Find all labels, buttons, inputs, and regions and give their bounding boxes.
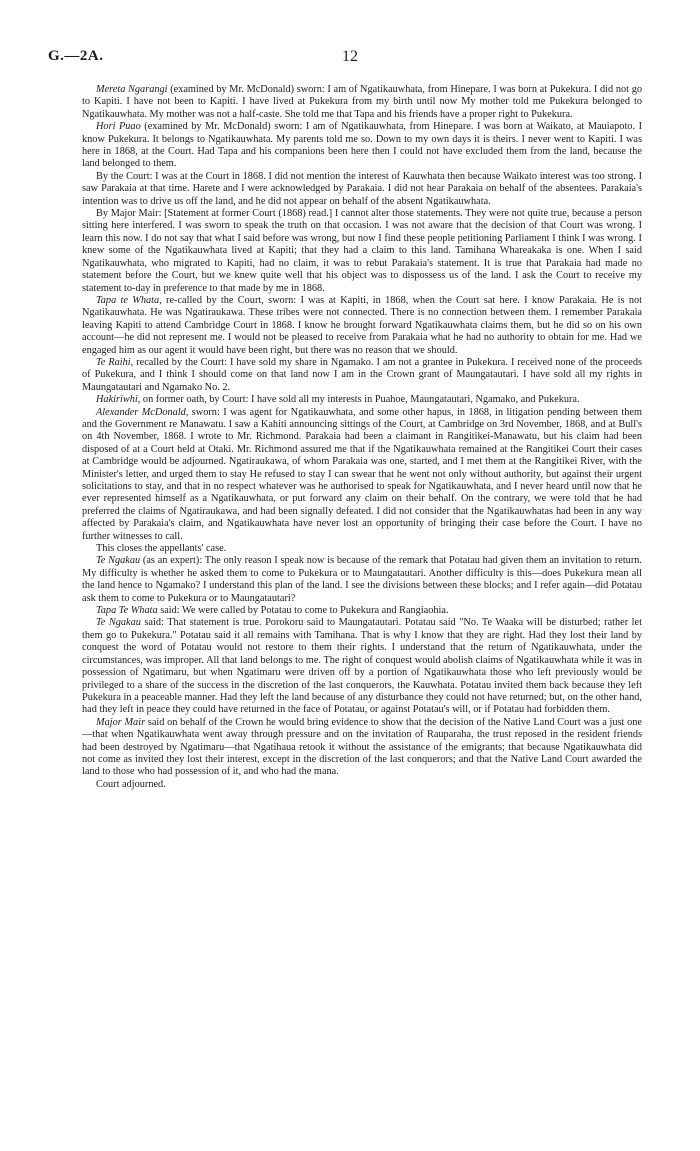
- paragraph: [82, 617, 642, 716]
- paragraph: [82, 605, 642, 617]
- paragraph: [82, 121, 642, 171]
- paragraph-text: , on former oath, by Court: I have sold all my interests in Puahoe, Maungatautari, Ngamako, and Pukekura.: [137, 394, 580, 406]
- speaker-name: Te Ngakau: [96, 617, 141, 629]
- paragraph-text: said: That statement is true. Porokoru said to Maungatautari. Potatau said "No. Te Waaka will be disturbed; rather let them go to Pukekura." Potatau said it all remains with Tamihana. That is why I know that they are right. Had they lost their land by conquest the word of Potatau would not restore to them their rights. I understand that the return of Ngatikauwhata, under the circumstances, was improper. All that land belongs to me. The right of conquest would abolish claims of Ngatikauwhata while it was in possession of Ngatimaru, but when Ngatimaru were driven off by a portion of Ngatikauwhata those who left previously would be privileged to a share of the success in the discretion of the last conquerors, the Kauwhata. Potatau invited them back because they left Pukekura in a peaceable manner. Had they left the land because of any disturbance they could not have returned; but, on the other hand, had they left in peace they could have returned in the face of Potatau, or against Potatau's will, or if Potatau had forbidden them.: [82, 617, 642, 716]
- paragraph: [82, 84, 642, 121]
- paragraph-text: said: We were called by Potatau to come to Pukekura and Rangiaohia.: [157, 605, 449, 617]
- paragraph: [82, 543, 642, 555]
- paragraph-text: By the Court: I was at the Court in 1868. I did not mention the interest of Kauwhata then because Waikato interest was too strong. I saw Parakaia at that time. Harete and I were acknowledged by Parakaia. I did not hear Parakaia on behalf of the absentees. Parakaia's intention was to drive us off the land, and he did not appear on behalf of the absent Ngatikauwhata.: [82, 170, 642, 207]
- document-reference: G.—2A.: [48, 48, 104, 64]
- speaker-name: Alexander McDonald: [96, 406, 186, 418]
- paragraph-text: said on behalf of the Crown he would bring evidence to show that the decision of the Native Land Court was a just one—that when Ngatikauwhata went away through pressure and on the invitation of Rauparaha, the trust reposed in the resident friends had been destroyed by Ngatimaru—that Ngatihaua retook it without the assistance of the emigrants; that because Ngatikauwhata did not come as invited they lost their interest, except in the discretion of the last conquerors; and that the Native Land Court awarded the land to those who had possession of it, and who had the mana.: [82, 716, 642, 778]
- speaker-name: Hakiriwhi: [96, 394, 138, 406]
- paragraph: [82, 394, 642, 406]
- paragraph: [82, 171, 642, 208]
- paragraph: [82, 208, 642, 295]
- page-number: 12: [342, 48, 358, 65]
- speaker-name: Te Ngakau: [96, 555, 141, 567]
- paragraph: [82, 779, 642, 791]
- speaker-name: Te Raihi: [96, 356, 131, 368]
- paragraph-text: , recalled by the Court: I have sold my share in Ngamako. I am not a grantee in Pukekura. I received none of the proceeds of Pukekura, and I think I should come on that land now I am in the Crown grant of Maungatautari. I have sold all my rights in Maungatautari and Ngamako No. 2.: [82, 356, 642, 393]
- paragraph-text: (as an expert): The only reason I speak now is because of the remark that Potatau had given them an invitation to return. My difficulty is whether he asked them to come to Pukekura or to Maungatautari. Another difficulty is this—does Pukekura mean all the land hence to Ngamako? I understand this plan of the land. I see the divisions between these blocks; and I refer again—did Potatau ask them to come to Pukekura or to Maungatautari?: [82, 555, 642, 604]
- speaker-name: Mereta Ngarangi: [96, 84, 168, 95]
- document-body: [82, 84, 642, 791]
- paragraph-text: By Major Mair: [Statement at former Court (1868) read.] I cannot alter those statements. They were not quite true, because a person sitting here interfered. I was sworn to speak the truth on that occasion. I was not aware that the decision of that Court was wrong. I learn this now. I do not say that what I said before was wrong, but now I find these people petitioning Parliament I think I was wrong. I knew some of the Ngatikauwhata lived at Kapiti; that they had a claim to this land. Tamihana Whareakaka is one. When I said Ngatikauwhata, who migrated to Kapiti, had no claim, it was to rebut Parakaia's statement. It is true that Parakaia had made no statement before the Court, but we knew quite well that his object was to dispossess us of the land. I ask the Court to receive my statement to-day in preference to that made by me in 1868.: [82, 208, 642, 294]
- speaker-name: Major Mair: [96, 716, 146, 728]
- speaker-name: Tapa Te Whata: [96, 605, 158, 617]
- paragraph-text: This closes the appellants' case.: [96, 543, 227, 555]
- paragraph: [82, 407, 642, 543]
- paragraph: [82, 717, 642, 779]
- paragraph: [82, 295, 642, 357]
- paragraph-text: , sworn: I was agent for Ngatikauwhata, and some other hapus, in 1868, in litigation pending between them and the Government re Manawatu. I saw a Kahiti announcing sittings of the Court, at Cambridge on 3rd November, 1868, and at Bull's on 4th November, 1868. I wrote to Mr. Richmond. Parakaia had been a claimant in Rangitikei-Manawatu, but his claim had been disposed of at a Court held at Otaki. Mr. Richmond assured me that if the Ngatikauwhata remained at the Rangitikei Court their cases at Cambridge would be adjourned. Ngatiraukawa, of whom Parakaia was one, started, and I met them at the Rangitikei River, with the Minister's letter, and urged them to stay He refused to stay I can swear that he went not only without authority, but against their urgent solicitations to stay, and that in no respect whatever was he authorised to speak for Ngatikauwhata, and I never heard until now that he ever represented himself as a Ngatikauwhata, or put forward any claim on their behalf. On the contrary, we were told that he had preferred the claims of Ngatiraukawa, and had been signally defeated. I did not consider that the Ngatikauwhatas had been in any way affected by Parakaia's claim, and Ngatikauwhata have never lost an opportunity of bringing their case before the Court. I have no further witnesses to call.: [82, 406, 642, 542]
- paragraph-text: (examined by Mr. McDonald) sworn: I am of Ngatikauwhata, from Hinepare. I was born at Pukekura. I did not go to Kapiti. I have not been to Kapiti. I have lived at Pukekura from my birth until now My mother told me Pukekura belonged to Ngatikauwhata. My mother was not a half-caste. She told me that Tapa and his friends have a proper right to Pukekura.: [82, 84, 643, 120]
- speaker-name: Hori Puao: [96, 121, 141, 133]
- speaker-name: Tapa te Whata: [96, 294, 160, 306]
- paragraph: [82, 555, 642, 605]
- paragraph-text: , re-called by the Court, sworn: I was at Kapiti, in 1868, when the Court sat here. I know Parakaia. He is not Ngatikauwhata. He was Ngatiraukawa. These tribes were not connected. There is no connection between them. I remember Parakaia leaving Kapiti to attend Cambridge Court in 1868. I know he brought forward Ngatikauwhata claims them, but he did so on his own account—he did not represent me. I would not be pleased to receive from Parakaia what he had no authority to obtain for me. Had we engaged him as our agent it would have been right, but there was no reason that we should.: [82, 294, 642, 356]
- paragraph: [82, 357, 642, 394]
- paragraph-text: Court adjourned.: [96, 778, 166, 790]
- paragraph-text: (examined by Mr. McDonald) sworn: I am of Ngatikauwhata, from Hinepare. I was born at Waikato, at Mauiapoto. I know Pukekura. It belongs to Ngatikauwhata. My parents told me so. Down to my own days it is theirs. I never went to Kapiti. I was here in 1868, at the Court. Had Tapa and his companions been here then I could not have excluded them from the land, because the land belonged to them.: [82, 121, 642, 170]
